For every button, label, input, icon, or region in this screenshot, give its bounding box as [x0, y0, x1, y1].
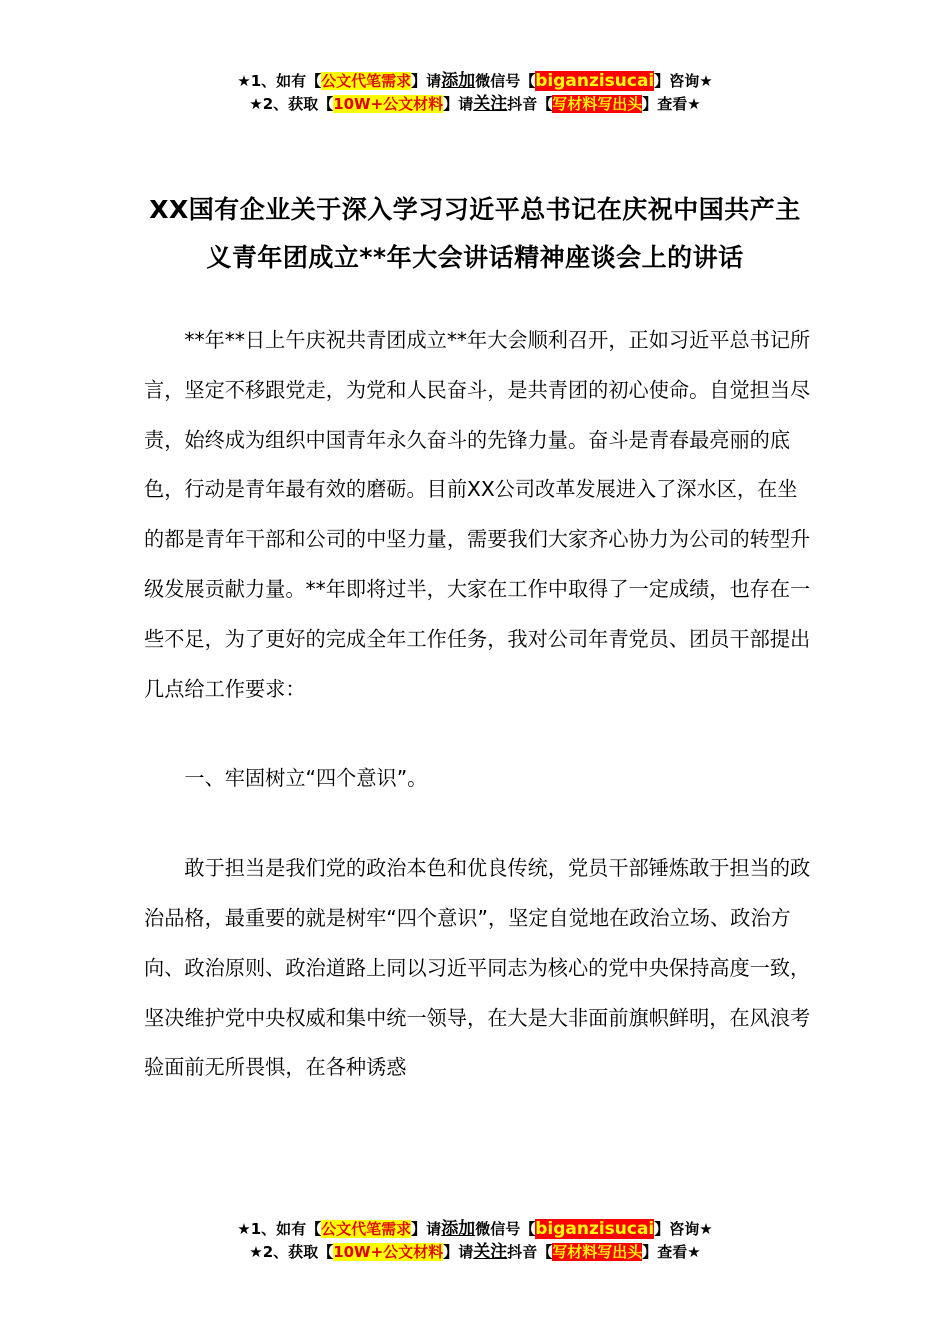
banner-text: ★2、获取【	[249, 95, 334, 113]
banner-text: ★2、获取【	[249, 1243, 334, 1261]
banner-highlight: 10W+公文材料	[333, 95, 444, 113]
banner-text: 】查看★	[642, 1243, 701, 1261]
banner-highlight: 公文代笔需求	[321, 1220, 412, 1238]
banner-text: 抖音【	[507, 95, 553, 113]
banner-underlined: 关注	[473, 94, 508, 114]
paragraph: **年**日上午庆祝共青团成立**年大会顺利召开，正如习近平总书记所言，坚定不移跟党走，为党和人民奋斗，是共青团的初心使命。自觉担当尽责，始终成为组织中国青年永久奋斗的先锋力量。奋斗是青春最亮丽的底色，行动是青年最有效的磨砺。目前XX公司改革发展进入了深水区，在坐的都是青年干部和公司的中坚力量，需要我们大家齐心协力为公司的转型升级发展贡献力量。**年即将过半，大家在工作中取得了一定成绩，也存在一些不足，为了更好的完成全年工作任务，我对公司年青党员、团员干部提出几点给工作要求：	[144, 328, 811, 701]
banner-underlined: 添加	[441, 1219, 476, 1239]
banner-text: 】请	[443, 95, 474, 113]
banner-highlight-douyin: 写材料写出头	[552, 1243, 643, 1261]
banner-text: 】查看★	[642, 95, 701, 113]
banner-text: 抖音【	[507, 1243, 553, 1261]
banner-line-2	[0, 93, 950, 116]
banner-underlined: 添加	[441, 71, 476, 91]
banner-line-1	[0, 1218, 950, 1241]
banner-text: 】请	[411, 72, 442, 90]
document-title: XX国有企业关于深入学习习近平总书记在庆祝中国共产主义青年团成立**年大会讲话精神座谈会上的讲话	[149, 195, 801, 272]
paragraph: 敢于担当是我们党的政治本色和优良传统，党员干部锤炼敢于担当的政治品格，最重要的就是树牢“四个意识”，坚定自觉地在政治立场、政治方向、政治原则、政治道路上同以习近平同志为核心的党中央保持高度一致，坚决维护党中央权威和集中统一领导，在大是大非面前旗帜鲜明，在风浪考验面前无所畏惧，在各种诱惑	[144, 856, 811, 1080]
banner-line-1	[0, 70, 950, 93]
banner-highlight-douyin: 写材料写出头	[552, 95, 643, 113]
banner-text: 】咨询★	[654, 72, 713, 90]
document-body	[144, 316, 814, 1093]
banner-highlight-wechat: biganzisucai	[535, 1219, 655, 1239]
banner-text: 微信号【	[475, 1220, 536, 1238]
bottom-banner	[0, 1218, 950, 1264]
section-heading: 一、牢固树立“四个意识”。	[184, 766, 428, 791]
banner-text: 】咨询★	[654, 1220, 713, 1238]
banner-text: 】请	[411, 1220, 442, 1238]
top-banner	[0, 70, 950, 116]
banner-line-2	[0, 1241, 950, 1264]
banner-highlight: 公文代笔需求	[321, 72, 412, 90]
banner-underlined: 关注	[473, 1242, 508, 1262]
banner-text: ★1、如有【	[237, 72, 322, 90]
banner-text: 微信号【	[475, 72, 536, 90]
banner-highlight-wechat: biganzisucai	[535, 71, 655, 91]
banner-highlight: 10W+公文材料	[333, 1243, 444, 1261]
banner-text: ★1、如有【	[237, 1220, 322, 1238]
banner-text: 】请	[443, 1243, 474, 1261]
